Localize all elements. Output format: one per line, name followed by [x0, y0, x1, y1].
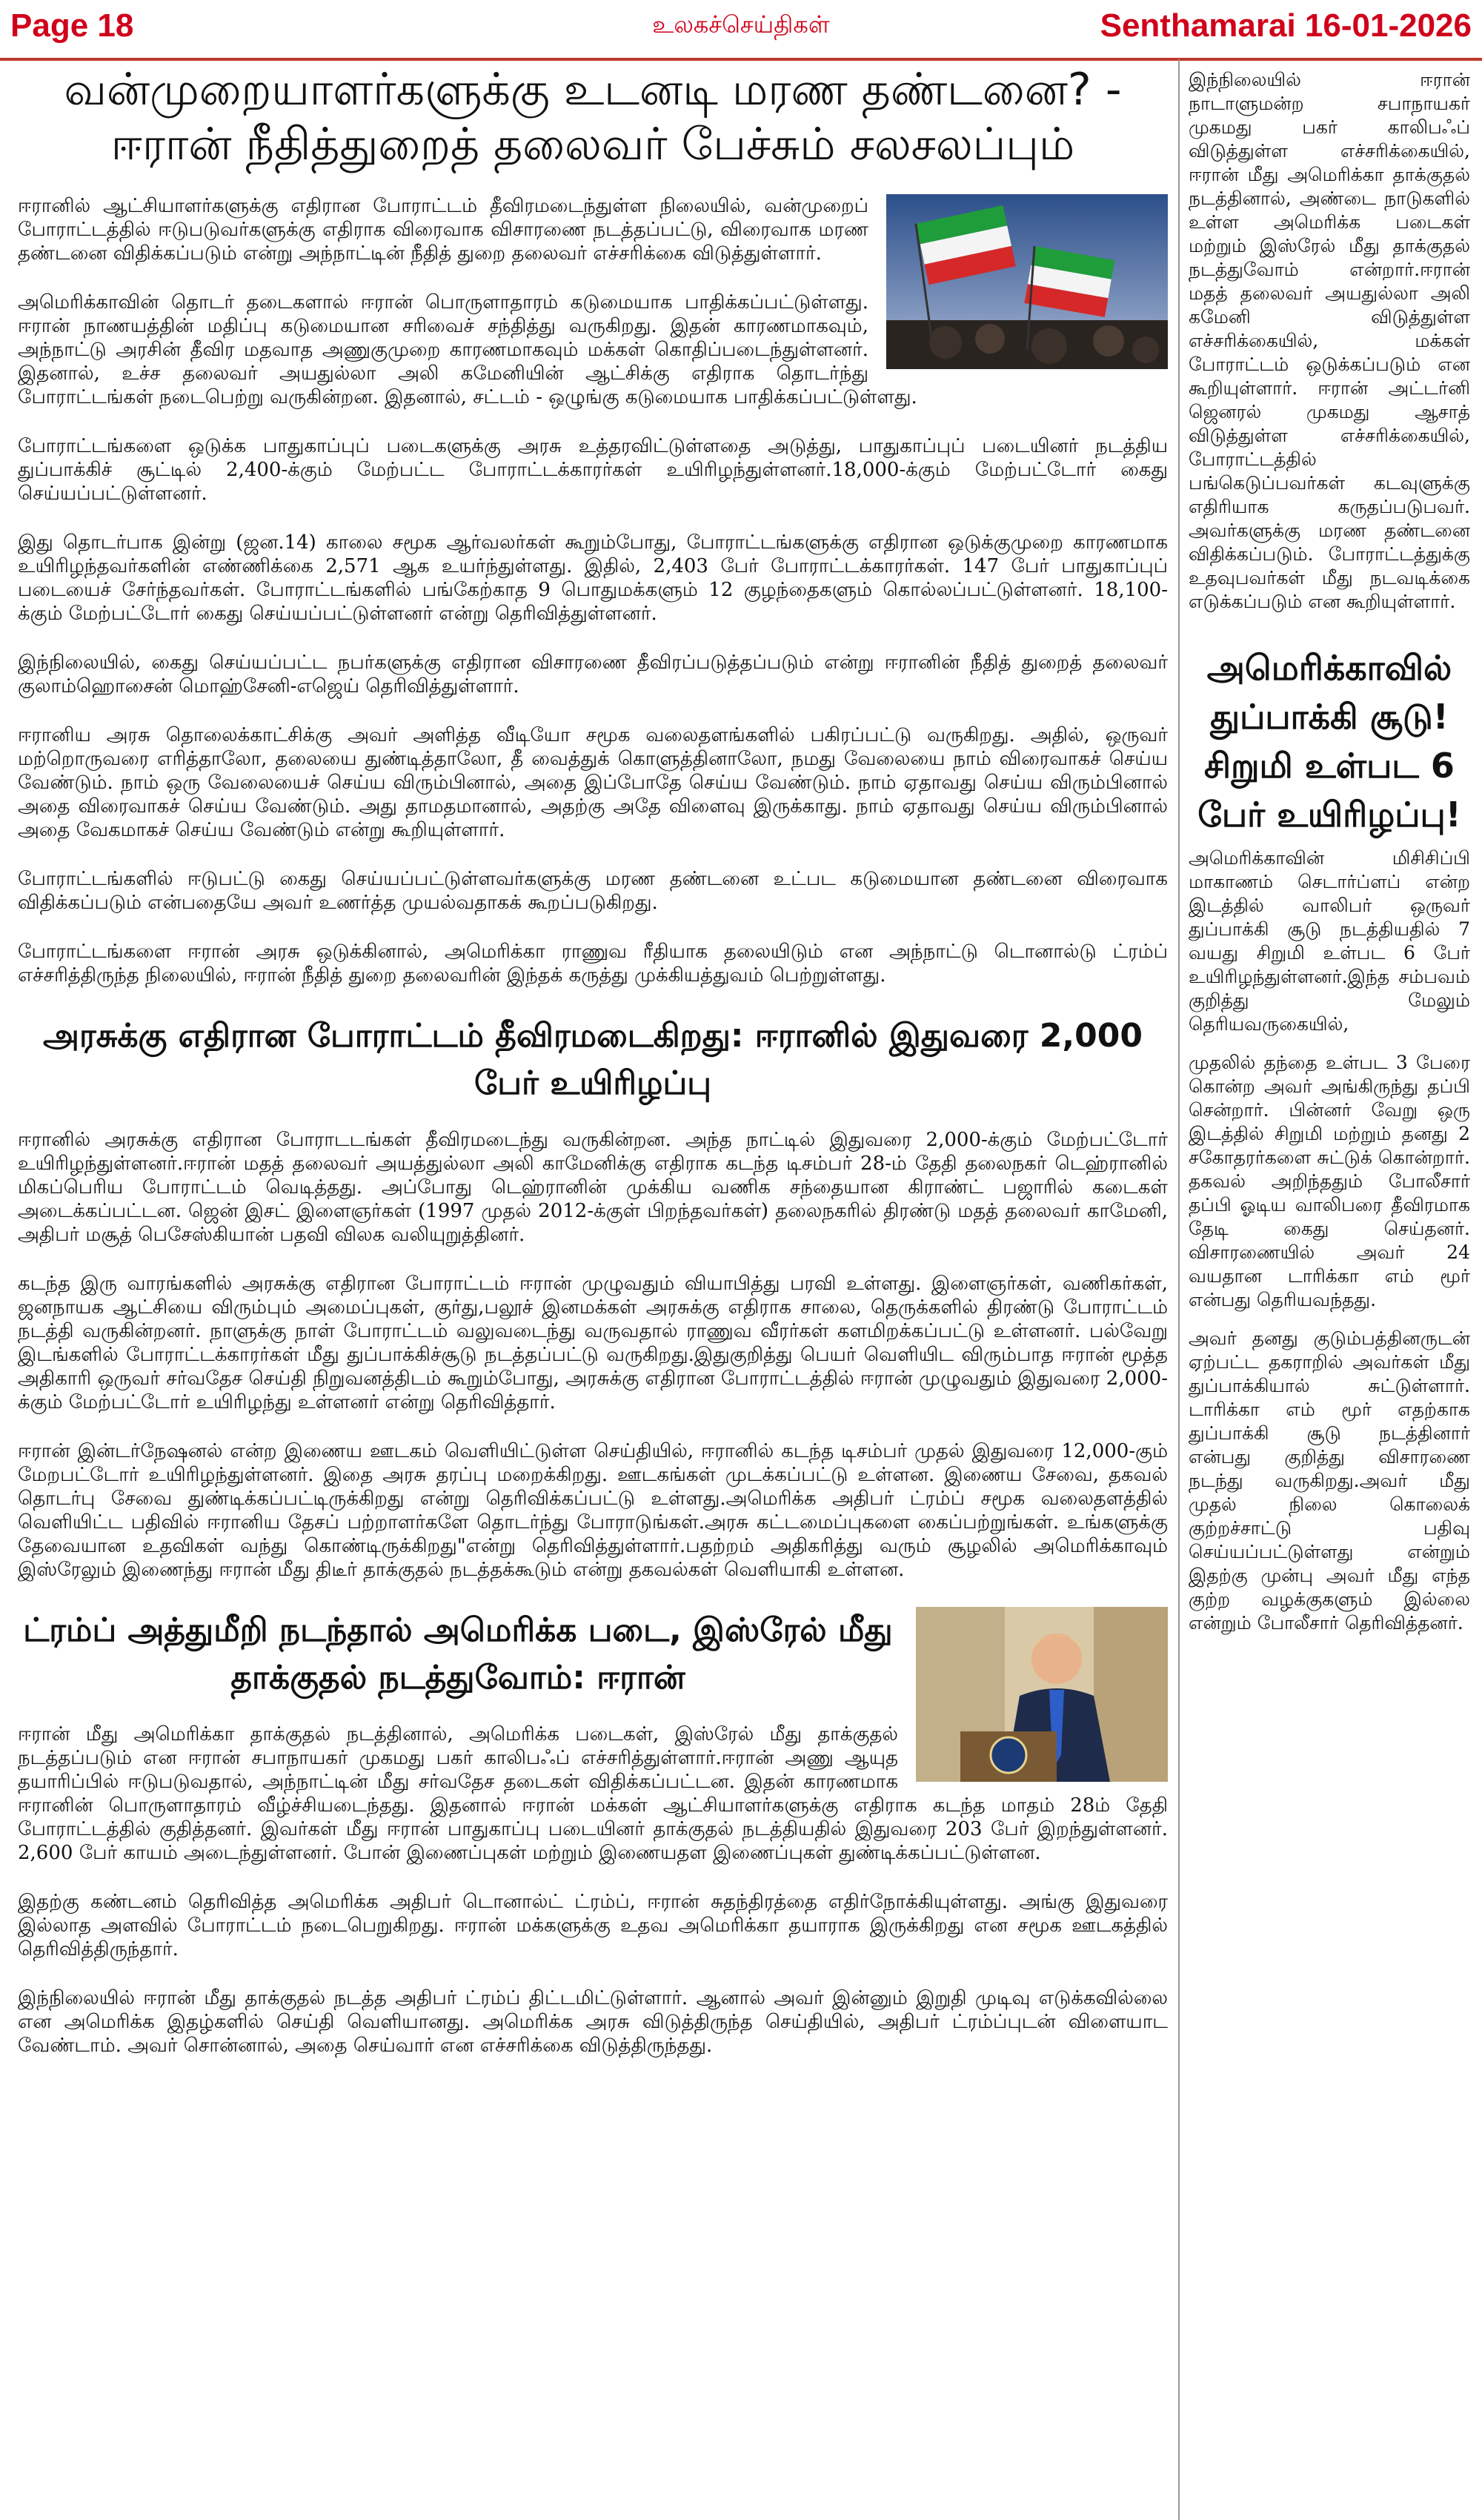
- column-divider: [1178, 59, 1180, 2520]
- headline-iran-warning: ட்ரம்ப் அத்துமீறி நடந்தால் அமெரிக்க படை, இஸ்ரேல் மீது தாக்குதல் நடத்துவோம்: ஈரான்: [23, 1611, 893, 1697]
- article-paragraph: அவர் தனது குடும்பத்தினருடன் ஏற்பட்ட தகராறில் அவர்கள் மீது துப்பாக்கியால் சுட்டுள்ளார். டாரிக்கா எம் மூர் எதற்காக துப்பாக்கி சூடு நடத்தினார் என்பது குறித்து விசாரணை நடந்து வருகிறது.அவர் மீது முதல் நிலை கொலைக் குற்றச்சாட்டு பதிவு செய்யப்பட்டுள்ளது என்றும் இதற்கு முன்பு அவர் மீது எந்த குற்ற வழக்குகளும் இல்லை என்றும் போலீசார் தெரிவித்தனர்.: [1189, 1327, 1470, 1634]
- headline-iran-judiciary: வன்முறையாளர்களுக்கு உடனடி மரண தண்டனை? - ஈரான் நீதித்துறைத் தலைவர் பேச்சும் சலசலப்பும்: [64, 64, 1122, 170]
- headline-us-shooting: அமெரிக்காவில் துப்பாக்கி சூடு! சிறுமி உள்பட 6 பேர் உயிரிழப்பு!: [1197, 648, 1461, 835]
- edition-date: Senthamarai 16-01-2026: [1100, 7, 1472, 44]
- article-paragraph: இந்நிலையில், கைது செய்யப்பட்ட நபர்களுக்கு எதிரான விசாரணை தீவிரப்படுத்தப்படும் என்று ஈரானின் நீதித் துறைத் தலைவர் குலாம்ஹொசைன் மொஹ்சேனி-எஜெய் தெரிவித்துள்ளார்.: [18, 651, 1168, 697]
- article-paragraph: ஈரான் இன்டர்நேஷனல் என்ற இணைய ஊடகம் வெளியிட்டுள்ள செய்தியில், ஈரானில் கடந்த டிசம்பர் முதல் இதுவரை 12,000-கும் மேறபட்டோர் உயிரிழந்துள்ளனர். இதை அரசு தரப்பு மறைக்கிறது. ஊடகங்கள் முடக்கப்பட்டு உள்ளன. இணைய சேவை, தகவல் தொடர்பு சேவை துண்டிக்கப்பட்டிருக்கிறது என்று தெரிவிக்கப்பட்டு உள்ளது.அமெரிக்க அதிபர் ட்ரம்ப் சமூக வலைதளத்தில் வெளியிட்ட பதிவில் ஈரானிய தேசப் பற்றாளர்களே தொடர்ந்து போராடுங்கள்.அரசு கட்டமைப்புகளை கைப்பற்றுங்கள். உங்களுக்கு தேவையான உதவிகள் வந்து கொண்டிருக்கிறது"என்று தெரிவித்துள்ளார்.பதற்றம் அதிகரித்து வரும் சூழலில் அமெரிக்காவும் இஸ்ரேலும் இணைந்து ஈரான் மீது திடீர் தாக்குதல் நடத்தக்கூடும் என்று தகவல்கள் வெளியாகி உள்ளன.: [18, 1440, 1168, 1581]
- article-paragraph: முதலில் தந்தை உள்பட 3 பேரை கொன்ற அவர் அங்கிருந்து தப்பி சென்றார். பின்னர் வேறு ஒரு இடத்தில் சிறுமி மற்றும் தனது 2 சகோதரர்களை சுட்டுக் கொன்றார். தகவல் அறிந்ததும் போலீசார் தப்பி ஓடிய வாலிபரை தீவிரமாக தேடி கைது செய்தனர். விசாரணையில் அவர் 24 வயதான டாரிக்கா எம் மூர் என்பது தெரியவந்தது.: [1189, 1052, 1470, 1310]
- article-paragraph: இந்நிலையில் ஈரான் மீது தாக்குதல் நடத்த அதிபர் ட்ரம்ப் திட்டமிட்டுள்ளார். ஆனால் அவர் இன்னும் இறுதி முடிவு எடுக்கவில்லை என அமெரிக்க இதழ்களில் செய்தி வெளியானது. அமெரிக்க அரசு விடுத்திருந்த செய்தியில், அதிபர் ட்ரம்ப்புடன் விளையாட வேண்டாம். அவர் சொன்னால், அதை செய்வார் என எச்சரிக்கை விடுத்திருந்தது.: [18, 1987, 1168, 2057]
- article-paragraph: போராட்டங்களில் ஈடுபட்டு கைது செய்யப்பட்டுள்ளவர்களுக்கு மரண தண்டனை உட்பட கடுமையான தண்டனை விரைவாக விதிக்கப்படும் என்பதையே அவர் உணர்த்த முயல்வதாகக் கூறப்படுகிறது.: [18, 868, 1168, 914]
- protest-flags-photo: [886, 194, 1168, 369]
- article-paragraph: அமெரிக்காவின் தொடர் தடைகளால் ஈரான் பொருளாதாரம் கடுமையாக பாதிக்கப்பட்டுள்ளது. ஈரான் நாணயத்தின் மதிப்பு கடுமையான சரிவைச் சந்தித்து வருகிறது. இதன் காரணமாகவும், அந்நாட்டு அரசின் தீவிர மதவாத அணுகுமுறை காரணமாகவும் மக்கள் கொதிப்படைந்துள்ளனர். இதனால், உச்ச தலைவர் அயதுல்லா அலி கமேனியின் ஆட்சிக்கு எதிராக தொடர்ந்து போராட்டங்கள் நடைபெற்று வருகின்றன. இதனால், சட்டம் - ஒழுங்கு கடுமையாக பாதிக்கப்பட்டுள்ளது.: [18, 291, 917, 408]
- page-number: Page 18: [10, 7, 134, 44]
- main-column: [18, 62, 1168, 2083]
- article-paragraph: இதற்கு கண்டனம் தெரிவித்த அமெரிக்க அதிபர் டொனால்ட் ட்ரம்ப், ஈரான் சுதந்திரத்தை எதிர்நோக்கியுள்ளது. அங்கு இதுவரை இல்லாத அளவில் போராட்டம் நடைபெறுகிறது. ஈரான் மக்களுக்கு உதவ அமெரிக்கா தயாராக இருக்கிறது என சமூக ஊடகத்தில் தெரிவித்திருந்தார்.: [18, 1891, 1168, 1960]
- article-paragraph: ஈரான் மீது அமெரிக்கா தாக்குதல் நடத்தினால், அமெரிக்க படைகள், இஸ்ரேல் மீது தாக்குதல் நடத்தப்படும் என ஈரான் சபாநாயகர் முகமது பகர் காலிபஃப் எச்சரித்துள்ளார்.ஈரான் அணு ஆயுத தயாரிப்பில் ஈடுபடுவதால், அந்நாட்டின் மீது சர்வதேச தடைகள் விதிக்கப்பட்டன. இதன் காரணமாக ஈரானின் பொருளாதாரம் வீழ்ச்சியடைந்தது. இதனால் ஈரான் மக்கள் ஆட்சியாளர்களுக்கு எதிராக கடந்த மாதம் 28ம் தேதி போராட்டத்தில் குதித்தனர். இவர்கள் மீது ஈரான் பாதுகாப்பு படையினர் தாக்குதல் நடத்தியதில் இதுவரை 203 பேர் இறந்துள்ளனர். 2,600 பேர் காயம் அடைந்துள்ளனர். போன் இணைப்புகள் மற்றும் இணையதள இணைப்புகள் துண்டிக்கப்பட்டுள்ளன.: [18, 1723, 1168, 1864]
- article-paragraph: இது தொடர்பாக இன்று (ஜன.14) காலை சமூக ஆர்வலர்கள் கூறும்போது, போராட்டங்களுக்கு எதிரான ஒடுக்குமுறை காரணமாக உயிரிழந்தவர்களின் எண்ணிக்கை 2,571 ஆக உயர்ந்துள்ளது. இதில், 2,403 பேர் போராட்டக்காரர்கள். 147 பேர் பாதுகாப்புப் படையைச் சேர்ந்தவர்கள். போராட்டங்களில் பங்கேற்காத 9 பொதுமக்களும் 12 குழந்தைகளும் கொல்லப்பட்டுள்ளனர். 18,100-க்கும் மேற்பட்டோர் கைது செய்யப்பட்டுள்ளனர் என்று தெரிவித்துள்ளனர்.: [18, 531, 1168, 625]
- article-paragraph: ஈரானில் அரசுக்கு எதிரான போராடடங்கள் தீவிரமடைந்து வருகின்றன. அந்த நாட்டில் இதுவரை 2,000-க்கும் மேற்பட்டோர் உயிரிழந்துள்ளனர்.ஈரான் மதத் தலைவர் அயத்துல்லா அலி காமேனிக்கு எதிராக கடந்த டிசம்பர் 28-ம் தேதி தலைநகர் டெஹ்ரானில் மிகப்பெரிய போராட்டம் வெடித்தது. அப்போது டெஹ்ரானின் முக்கிய வணிக சந்தையான கிராண்ட் பஜாரில் கடைகள் அடைக்கப்பட்டன. ஜென் இசட் இளைஞர்கள் (1997 முதல் 2012-க்குள் பிறந்தவர்கள்) தலைநகரில் திரண்டு மதத் தலைவர் காமேனி, அதிபர் மசூத் பெசேஸ்கியான் பதவி விலக வலியுறுத்தினர்.: [18, 1129, 1168, 1246]
- page-header: [0, 0, 1482, 61]
- article-paragraph: ஈரானிய அரசு தொலைக்காட்சிக்கு அவர் அளித்த வீடியோ சமூக வலைதளங்களில் பகிரப்பட்டு வருகிறது. அதில், ஒருவர் மற்றொருவரை எரித்தாலோ, தலையை துண்டித்தாலோ, தீ வைத்துக் கொளுத்தினாலோ, நமது வேலையை நாம் விரைவாகச் செய்ய வேண்டும். நாம் ஒரு வேலையைச் செய்ய விரும்பினால், அதை இப்போதே செய்ய வேண்டும். நாம் ஏதாவது செய்ய விரும்பினால் அதை விரைவாகச் செய்ய வேண்டும். அது தாமதமானால், அதற்கு அதே விளைவு இருக்காது. நாம் ஏதாவது செய்ய விரும்பினால் அதை வேகமாகச் செய்ய வேண்டும் என்று கூறியுள்ளார்.: [18, 724, 1169, 841]
- continued-paragraph: இந்நிலையில் ஈரான் நாடாளுமன்ற சபாநாயகர் முகமது பகர் காலிபஃப் விடுத்துள்ள எச்சரிக்கையில், ஈரான் மீது அமெரிக்கா தாக்குதல் நடத்தினால், அண்டை நாடுகளில் உள்ள அமெரிக்க படைகள் மற்றும் இஸ்ரேல் மீது தாக்குதல் நடத்துவோம் என்றார்.ஈரான் மதத் தலைவர் அயதுல்லா அலி கமேனி விடுத்துள்ள எச்சரிக்கையில், மக்கள் போராட்டம் ஒடுக்கப்படும் என கூறியுள்ளார். ஈரான் அட்டர்னி ஜெனரல் முகமது ஆசாத் விடுத்துள்ள எச்சரிக்கையில், போராட்டத்தில் பங்கெடுப்பவர்கள் கடவுளுக்கு எதிரியாக கருதப்படுபவர். அவர்களுக்கு மரண தண்டனை விதிக்கப்படும். போராட்டத்துக்கு உதவுபவர்கள் மீது நடவடிக்கை எடுக்கப்படும் என கூறியுள்ளார்.: [1189, 69, 1470, 612]
- article-paragraph: கடந்த இரு வாரங்களில் அரசுக்கு எதிரான போராட்டம் ஈரான் முழுவதும் வியாபித்து பரவி உள்ளது. இளைஞர்கள், வணிகர்கள், ஜனநாயக ஆட்சியை விரும்பும் அமைப்புகள், குர்து,பலூச் இனமக்கள் அரசுக்கு எதிராக சாலை, தெருக்களில் திரண்டு போராட்டம் நடத்தி வருகின்றனர். நாளுக்கு நாள் போராட்டம் வலுவடைந்து வருவதால் ராணுவ வீரர்கள் களமிறக்கப்பட்டு உள்ளனர். பல்வேறு இடங்களில் போராட்டக்காரர்கள் மீது துப்பாக்கிச்சூடு நடத்தப்பட்டு வருகிறது.இதுகுறித்து பெயர் வெளியிட விரும்பாத ஈரான் மூத்த அதிகாரி ஒருவர் சர்வதேச செய்தி நிறுவனத்திடம் கூறும்போது, அரசுக்கு எதிரான போராட்டத்தில் ஈரான் முழுவதும் இதுவரை 2,000-க்கும் மேற்பட்டோர் உயிரிழந்து உள்ளனர் என்று தெரிவித்தார்.: [18, 1273, 1168, 1413]
- section-title: உலகச்செய்திகள்: [652, 10, 830, 39]
- article-paragraph: அமெரிக்காவின் மிசிசிப்பி மாகாணம் செடார்ப்ளப் என்ற இடத்தில் வாலிபர் ஒருவர் துப்பாக்கி சூடு நடத்தியதில் 7 வயது சிறுமி உள்பட 6 பேர் உயிரிழந்துள்ளனர்.இந்த சம்பவம் குறித்து மேலும் தெரியவருகையில்,: [1189, 847, 1470, 1035]
- article-paragraph: போராட்டங்களை ஈரான் அரசு ஒடுக்கினால், அமெரிக்கா ராணுவ ரீதியாக தலையிடும் என அந்நாட்டு டொனால்டு ட்ரம்ப் எச்சரித்திருந்த நிலையில், ஈரான் நீதித் துறை தலைவரின் இந்தக் கருத்து முக்கியத்துவம் பெற்றுள்ளது.: [18, 941, 1168, 987]
- trump-podium-photo: [916, 1607, 1168, 1782]
- headline-iran-protests: அரசுக்கு எதிரான போராட்டம் தீவிரமடைகிறது: ஈரானில் இதுவரை 2,000 பேர் உயிரிழப்பு: [43, 1017, 1143, 1102]
- side-column: [1189, 68, 1470, 1650]
- article-paragraph: ஈரானில் ஆட்சியாளர்களுக்கு எதிரான போராட்டம் தீவிரமடைந்துள்ள நிலையில், வன்முறைப் போராட்டத்தில் ஈடுபடுவர்களுக்கு எதிராக விரைவாக விசாரணை நடத்தப்பட்டு, விரைவாக மரண தண்டனை விதிக்கப்படும் என்று அந்நாட்டின் நீதித் துறை தலைவர் எச்சரிக்கை விடுத்துள்ளார்.: [18, 195, 868, 265]
- article-paragraph: போராட்டங்களை ஒடுக்க பாதுகாப்புப் படைகளுக்கு அரசு உத்தரவிட்டுள்ளதை அடுத்து, பாதுகாப்புப் படையினர் நடத்திய துப்பாக்கிச் சூட்டில் 2,400-க்கும் மேற்பட்ட போராட்டக்காரர்கள் உயிரிழந்துள்ளனர்.18,000-க்கும் மேற்பட்டோர் கைது செய்யப்பட்டுள்ளனர்.: [18, 435, 1168, 505]
